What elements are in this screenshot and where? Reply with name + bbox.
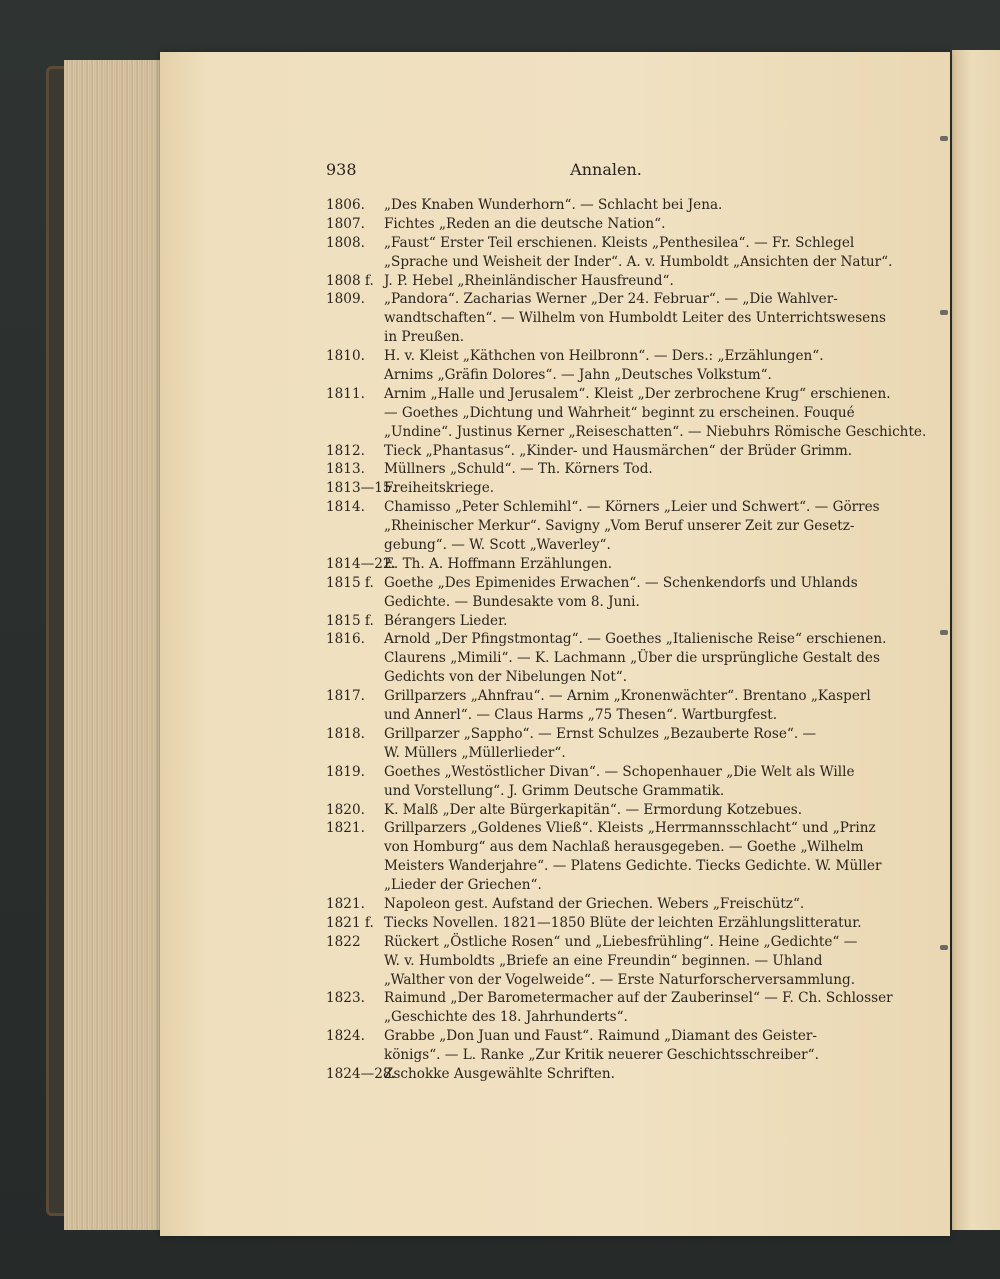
entry-text: Meisters Wanderjahre“. — Platens Gedichte. Tiecks Gedichte. W. Müller (384, 858, 882, 875)
annals-line (326, 555, 846, 574)
entry-year: 1812. (326, 442, 365, 459)
binding-stitch (940, 630, 948, 635)
entry-text: W. v. Humboldts „Briefe an eine Freundin“ beginnen. — Uhland (384, 952, 823, 969)
annals-list (326, 196, 927, 1084)
annals-line (326, 819, 876, 838)
entry-text: Gedichte. — Bundesakte vom 8. Juni. (384, 593, 640, 610)
entry-text: von Homburg“ aus dem Nachlaß herausgegeben. — Goethe „Wilhelm (384, 839, 864, 856)
entry-text: „Sprache und Weisheit der Inder“. A. v. Humboldt „Ansichten der Natur“. (384, 253, 893, 270)
annals-line (326, 479, 846, 498)
annals-line (326, 498, 880, 517)
entry-year: 1806. (326, 197, 365, 213)
entry-text: „Lieder der Griechen“. (384, 877, 542, 894)
entry-year: 1820. (326, 801, 365, 818)
entry-text: — Goethes „Dichtung und Wahrheit“ beginnt zu erscheinen. Fouqué (384, 404, 855, 421)
entry-year: 1814—22. (326, 555, 396, 572)
entry-year: 1810. (326, 348, 365, 365)
entry-year: 1813—15. (326, 480, 396, 497)
entry-year: 1819. (326, 763, 365, 780)
annals-line (326, 801, 846, 820)
annals-line (326, 1065, 846, 1084)
annals-line (326, 215, 846, 234)
page-number: 938 (326, 160, 357, 179)
annals-line (326, 876, 846, 895)
entry-text: E. Th. A. Hoffmann Erzählungen. (384, 555, 613, 572)
annals-line (326, 366, 846, 385)
annals-line (326, 574, 858, 593)
annals-line (326, 706, 846, 725)
entry-text: Napoleon gest. Aufstand der Griechen. Webers „Freischütz“. (384, 895, 805, 912)
annals-line (326, 290, 846, 309)
entry-text: Rückert „Östliche Rosen“ und „Liebesfrühling“. Heine „Gedichte“ — (384, 933, 858, 950)
annals-line (326, 933, 858, 952)
annals-line (326, 1008, 846, 1027)
entry-text: K. Malß „Der alte Bürgerkapitän“. — Ermordung Kotzebues. (384, 801, 803, 818)
entry-text: Bérangers Lieder. (384, 612, 508, 629)
entry-text: Arnim „Halle und Jerusalem“. Kleist „Der zerbrochene Krug“ erschienen. (384, 385, 891, 402)
binding-stitch (940, 136, 948, 141)
binding-stitch (940, 310, 948, 315)
annals-line (326, 838, 864, 857)
entry-year: 1808. (326, 234, 365, 251)
page-edges (64, 60, 174, 1230)
entry-year: 1818. (326, 725, 365, 742)
entry-year: 1817. (326, 688, 365, 705)
annals-line (326, 857, 882, 876)
entry-year: 1814. (326, 499, 365, 516)
entry-year: 1811. (326, 385, 365, 402)
entry-text: Chamisso „Peter Schlemihl“. — Körners „Leier und Schwert“. — Görres (384, 499, 880, 516)
entry-text: wandtschaften“. — Wilhelm von Humboldt Leiter des Unterrichtswesens (384, 310, 886, 327)
binding-stitch (940, 945, 948, 950)
annals-line (326, 234, 855, 253)
entry-year: 1816. (326, 631, 365, 648)
entry-text: „Undine“. Justinus Kerner „Reiseschatten“. — Niebuhrs Römische Geschichte. (384, 423, 927, 440)
annals-line (326, 423, 927, 442)
entry-text: W. Müllers „Müllerlieder“. (384, 744, 566, 761)
entry-year: 1821. (326, 895, 365, 912)
annals-line (326, 763, 855, 782)
entry-text: gebung“. — W. Scott „Waverley“. (384, 537, 611, 554)
annals-line (326, 196, 846, 215)
entry-year: 1821 f. (326, 914, 374, 931)
entry-text: J. P. Hebel „Rheinländischer Hausfreund“. (384, 272, 674, 289)
annals-line (326, 1046, 846, 1065)
entry-text: „Des Knaben Wunderhorn“. — Schlacht bei Jena. (384, 197, 723, 213)
entry-text: Goethes „Westöstlicher Divan“. — Schopenhauer „Die Welt als Wille (384, 763, 855, 780)
entry-year: 1824. (326, 1028, 365, 1045)
annals-line (326, 612, 846, 631)
annals-line (326, 952, 846, 971)
entry-text: Müllners „Schuld“. — Th. Körners Tod. (384, 461, 653, 478)
annals-line (326, 517, 855, 536)
annals-line (326, 914, 862, 933)
entry-year: 1821. (326, 820, 365, 837)
entry-year: 1809. (326, 291, 365, 308)
entry-text: H. v. Kleist „Käthchen von Heilbronn“. — Ders.: „Erzählungen“. (384, 348, 824, 365)
page-header (326, 160, 886, 184)
entry-year: 1808 f. (326, 272, 374, 289)
annals-line (326, 649, 880, 668)
entry-year: 1807. (326, 215, 365, 232)
entry-text: Arnold „Der Pfingstmontag“. — Goethes „Italienische Reise“ erschienen. (384, 631, 887, 648)
entry-text: „Walther von der Vogelweide“. — Erste Naturforscherversammlung. (384, 971, 856, 988)
entry-year: 1824—28. (326, 1065, 396, 1082)
entry-text: Tieck „Phantasus“. „Kinder- und Hausmärchen“ der Brüder Grimm. (384, 442, 853, 459)
annals-line (326, 989, 893, 1008)
annals-line (326, 385, 891, 404)
annals-line (326, 971, 856, 990)
annals-line (326, 725, 846, 744)
entry-text: Arnims „Gräfin Dolores“. — Jahn „Deutsches Volkstum“. (384, 367, 772, 384)
annals-line (326, 460, 846, 479)
entry-year: 1822 (326, 933, 361, 950)
annals-line (326, 442, 853, 461)
annals-line (326, 630, 887, 649)
annals-line (326, 687, 871, 706)
annals-line (326, 593, 846, 612)
annals-line (326, 328, 846, 347)
entry-text: Gedichts von der Nibelungen Not“. (384, 669, 628, 686)
annals-line (326, 1027, 846, 1046)
entry-text: in Preußen. (384, 329, 465, 346)
entry-text: Grillparzers „Ahnfrau“. — Arnim „Kronenwächter“. Brentano „Kasperl (384, 688, 871, 705)
entry-text: Grabbe „Don Juan und Faust“. Raimund „Diamant des Geister- (384, 1028, 817, 1045)
annals-line (326, 404, 855, 423)
annals-line (326, 536, 846, 555)
entry-text: Fichtes „Reden an die deutsche Nation“. (384, 215, 666, 232)
entry-text: „Pandora“. Zacharias Werner „Der 24. Februar“. — „Die Wahlver- (384, 291, 838, 308)
annals-line (326, 668, 846, 687)
entry-year: 1823. (326, 990, 365, 1007)
entry-text: Grillparzer „Sappho“. — Ernst Schulzes „Bezauberte Rose“. — (384, 725, 817, 742)
entry-text: „Faust“ Erster Teil erschienen. Kleists „Penthesilea“. — Fr. Schlegel (384, 234, 855, 251)
entry-text: und Vorstellung“. J. Grimm Deutsche Grammatik. (384, 782, 725, 799)
facing-page (952, 50, 1000, 1230)
running-head: Annalen. (570, 160, 642, 179)
entry-text: königs“. — L. Ranke „Zur Kritik neuerer Geschichtsschreiber“. (384, 1047, 819, 1064)
annals-line (326, 272, 846, 291)
entry-text: Freiheitskriege. (384, 480, 495, 497)
entry-text: „Geschichte des 18. Jahrhunderts“. (384, 1009, 628, 1026)
entry-text: „Rheinischer Merkur“. Savigny „Vom Beruf unserer Zeit zur Gesetz- (384, 518, 855, 535)
entry-year: 1813. (326, 461, 365, 478)
entry-text: Zschokke Ausgewählte Schriften. (384, 1065, 615, 1082)
entry-text: und Annerl“. — Claus Harms „75 Thesen“. Wartburgfest. (384, 707, 778, 724)
annals-line (326, 895, 846, 914)
entry-text: Grillparzers „Goldenes Vließ“. Kleists „Herrmannsschlacht“ und „Prinz (384, 820, 876, 837)
annals-line (326, 309, 886, 328)
annals-line (326, 253, 893, 272)
entry-text: Claurens „Mimili“. — K. Lachmann „Über die ursprüngliche Gestalt des (384, 650, 880, 667)
entry-text: Tiecks Novellen. 1821—1850 Blüte der leichten Erzählungslitteratur. (384, 914, 862, 931)
entry-text: Raimund „Der Barometermacher auf der Zauberinsel“ — F. Ch. Schlosser (384, 990, 893, 1007)
entry-text: Goethe „Des Epimenides Erwachen“. — Schenkendorfs und Uhlands (384, 574, 858, 591)
annals-line (326, 744, 846, 763)
entry-year: 1815 f. (326, 574, 374, 591)
entry-year: 1815 f. (326, 612, 374, 629)
annals-line (326, 782, 846, 801)
annals-line (326, 347, 846, 366)
